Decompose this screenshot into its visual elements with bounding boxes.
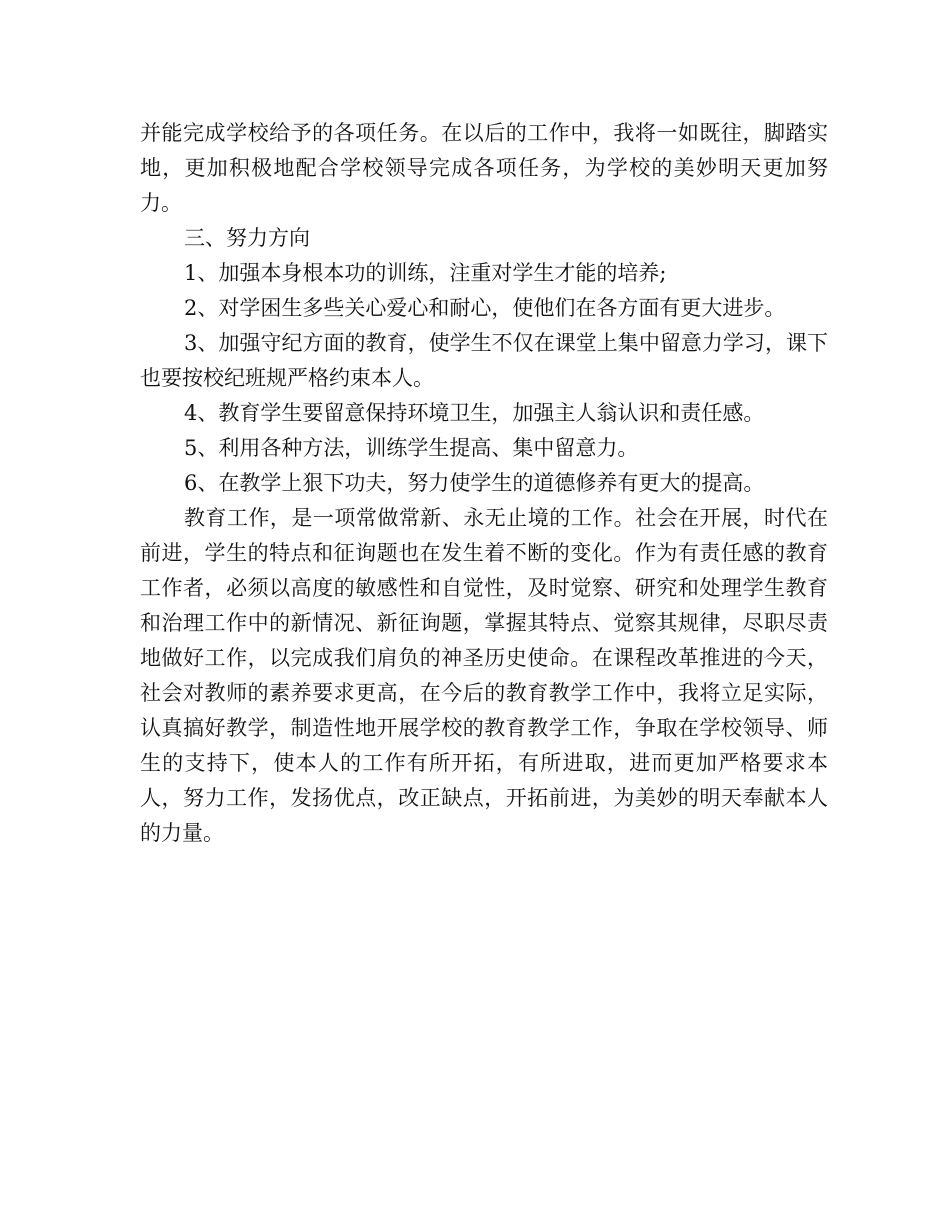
list-item: 1、加强本身根本功的训练，注重对学生才能的培养; [184,261,667,285]
list-item: 5、利用各种方法，训练学生提高、集中留意力。 [184,436,639,460]
paragraph-continuation: 并能完成学校给予的各项任务。在以后的工作中，我将一如既往，脚踏实地，更加积极地配合学校领导完成各项任务，为学校的美妙明天更加努力。 [140,121,828,215]
section-heading: 三、努力方向 [184,226,310,250]
list-item: 2、对学困生多些关心爱心和耐心，使他们在各方面有更大进步。 [184,296,786,320]
list-item: 6、在教学上狠下功夫，努力使学生的道德修养有更大的提高。 [184,471,765,495]
document-page [140,116,828,851]
list-item: 4、教育学生要留意保持环境卫生，加强主人翁认识和责任感。 [184,401,765,425]
closing-paragraph: 教育工作，是一项常做常新、永无止境的工作。社会在开展，时代在前进，学生的特点和征询题也在发生着不断的变化。作为有责任感的教育工作者，必须以高度的敏感性和自觉性，及时觉察、研究和处理学生教育和治理工作中的新情况、新征询题，掌握其特点、觉察其规律，尽职尽责地做好工作，以完成我们肩负的神圣历史使命。在课程改革推进的今天，社会对教师的素养要求更高，在今后的教育教学工作中，我将立足实际，认真搞好教学，制造性地开展学校的教育教学工作，争取在学校领导、师生的支持下，使本人的工作有所开拓，有所进取，进而更加严格要求本人，努力工作，发扬优点，改正缺点，开拓前进，为美妙的明天奉献本人的力量。 [140,506,828,845]
list-item: 3、加强守纪方面的教育，使学生不仅在课堂上集中留意力学习，课下也要按校纪班规严格约束本人。 [140,331,828,390]
